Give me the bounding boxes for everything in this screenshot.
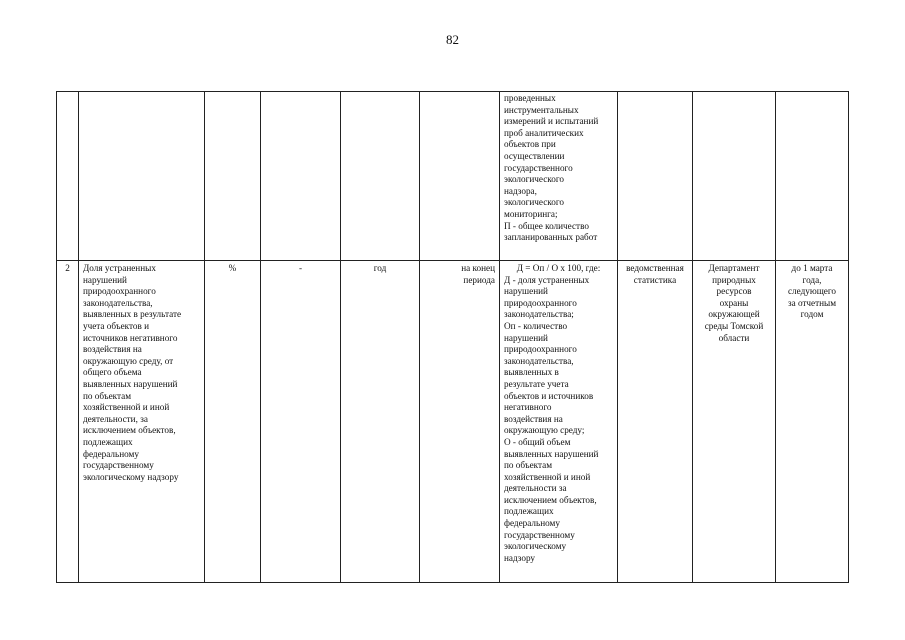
cell-deadline bbox=[776, 261, 849, 583]
cell-periodicity bbox=[341, 261, 420, 583]
responsible: Департамент природных ресурсов охраны окружающей среды Томской области bbox=[704, 263, 764, 343]
cell-timing bbox=[420, 261, 500, 583]
timing: на конец периода bbox=[461, 263, 495, 285]
cell-periodicity bbox=[341, 92, 420, 261]
source: ведомственная статистика bbox=[626, 263, 684, 285]
cell-num bbox=[57, 92, 79, 261]
cell-unit bbox=[205, 261, 261, 583]
cell-responsible bbox=[693, 92, 776, 261]
cell-source bbox=[618, 92, 693, 261]
cell-name bbox=[79, 92, 205, 261]
cell-source bbox=[618, 261, 693, 583]
cell-responsible bbox=[693, 261, 776, 583]
formula-text: Д - доля устраненных нарушений природоохранного законодательства; Оп - количество нарушений природоохранного законодательства, выявленных в результате учета объектов и источников негативного воздействия на окружающую среду; О - общий объем выявленных нарушений по объектам хозяйственной и иной деятельности за исключением объектов, подлежащих федеральному государственному экологическому надзору bbox=[504, 274, 599, 563]
indicator-name: Доля устраненных нарушений природоохранного законодательства, выявленных в результате учета объектов и источников негативного воздействия на окружающую среду, от общего объема выявленных нарушений по объектам хозяйственной и иной деятельности, за исключением объектов, подлежащих федеральному государственному экологическому надзору bbox=[83, 263, 182, 482]
unit: % bbox=[228, 263, 237, 273]
cell-name bbox=[79, 261, 205, 583]
direction: - bbox=[298, 263, 303, 273]
cell-formula bbox=[500, 92, 618, 261]
formula-head: Д = Оп / О х 100, где: bbox=[516, 263, 601, 273]
row-number: 2 bbox=[65, 263, 70, 273]
cell-num bbox=[57, 261, 79, 583]
indicator-table bbox=[56, 91, 849, 583]
cell-direction bbox=[261, 92, 341, 261]
cell-timing bbox=[420, 92, 500, 261]
formula-text: проведенных инструментальных измерений и испытаний проб аналитических объектов при осуществлении государственного экологического надзора, экологического мониторинга; П - общее количество запланированных работ bbox=[504, 93, 599, 243]
periodicity: год bbox=[373, 263, 387, 273]
deadline: до 1 марта года, следующего за отчетным годом bbox=[787, 263, 837, 320]
cell-unit bbox=[205, 92, 261, 261]
table-row bbox=[57, 261, 849, 583]
cell-deadline bbox=[776, 92, 849, 261]
table-row-continuation bbox=[57, 92, 849, 261]
cell-direction bbox=[261, 261, 341, 583]
cell-formula bbox=[500, 261, 618, 583]
page-number: 82 bbox=[446, 32, 459, 47]
